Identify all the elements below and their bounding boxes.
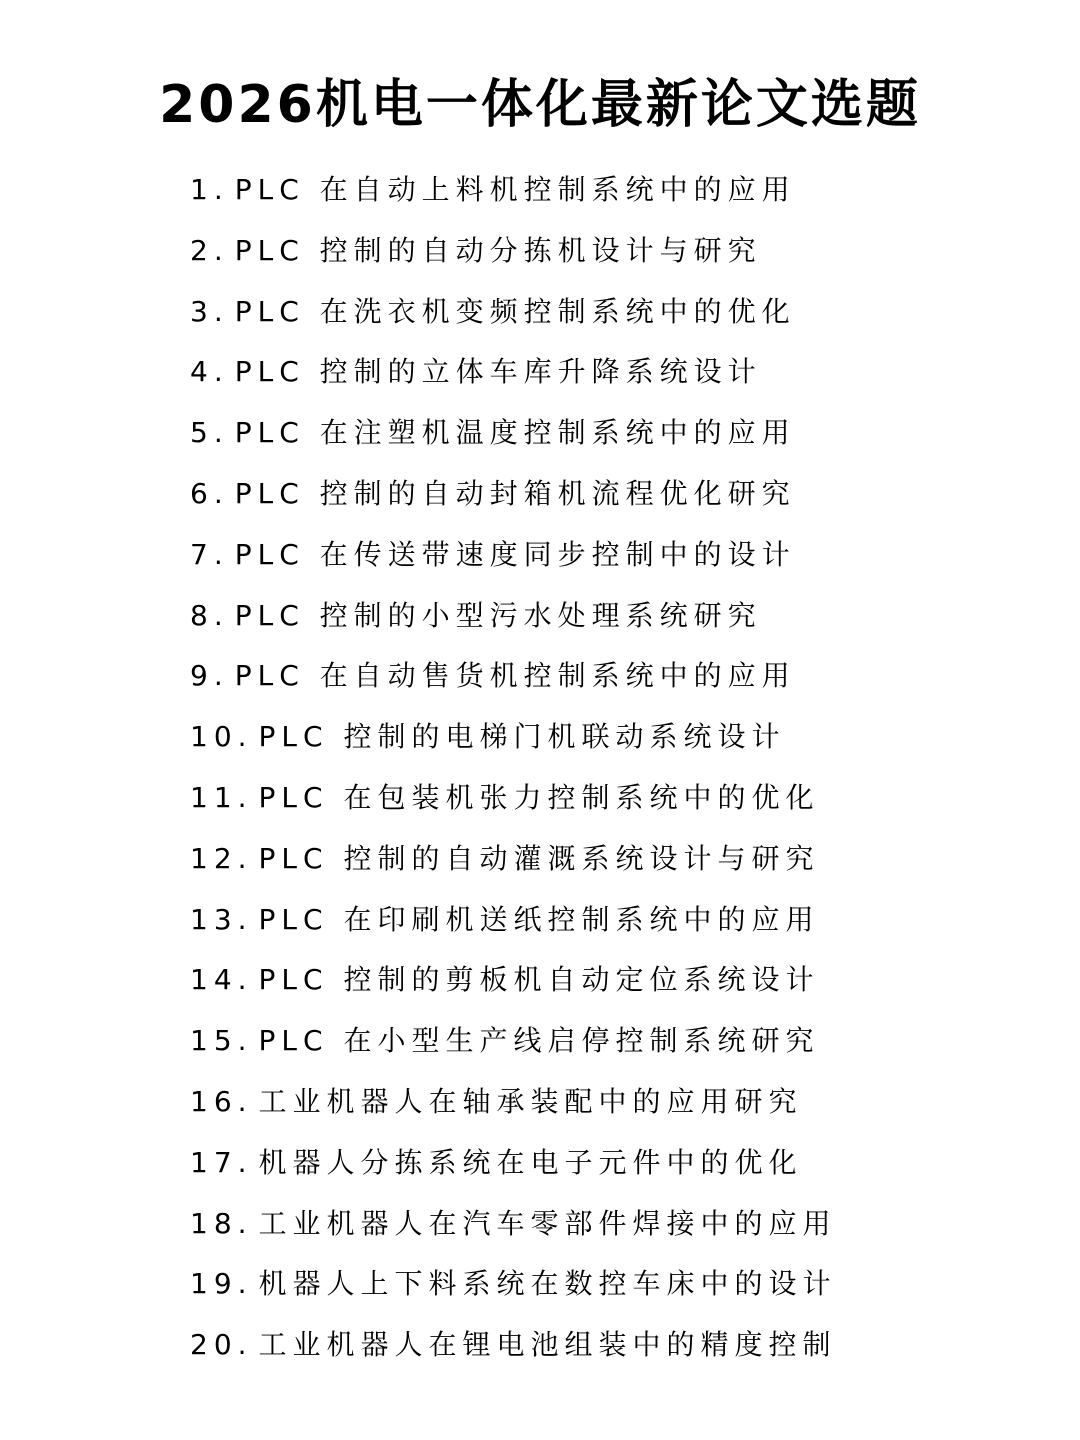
- list-item: [190, 1315, 837, 1376]
- list-item: [190, 768, 837, 829]
- page-title: 2026机电一体化最新论文选题: [159, 75, 921, 135]
- list-item-text: PLC 在注塑机温度控制系统中的应用: [234, 416, 796, 450]
- list-item-number: 1.: [190, 173, 229, 206]
- list-item: [190, 403, 837, 464]
- list-item: [190, 1072, 837, 1133]
- list-item-text: PLC 在自动上料机控制系统中的应用: [234, 173, 796, 206]
- list-item-number: 13.: [190, 902, 253, 936]
- list-item-text: 工业机器人在锂电池组装中的精度控制: [258, 1328, 837, 1362]
- list-item-number: 6.: [190, 476, 229, 510]
- list-item-number: 17.: [190, 1145, 253, 1179]
- list-item-text: 工业机器人在汽车零部件焊接中的应用: [258, 1206, 837, 1240]
- list-item-number: 8.: [190, 598, 229, 632]
- list-item-number: 11.: [190, 780, 253, 814]
- list-item-text: PLC 控制的自动封箱机流程优化研究: [234, 476, 796, 510]
- list-item: [190, 950, 837, 1011]
- list-item: [190, 1011, 837, 1072]
- list-item-number: 3.: [190, 294, 229, 328]
- list-item-text: 机器人上下料系统在数控车床中的设计: [258, 1267, 837, 1301]
- list-item-text: PLC 在洗衣机变频控制系统中的优化: [234, 294, 796, 328]
- list-item: [190, 1133, 837, 1194]
- list-item-number: 14.: [190, 963, 253, 997]
- list-item: [190, 342, 837, 403]
- list-item: [190, 829, 837, 890]
- list-item: [190, 282, 837, 343]
- list-item-number: 18.: [190, 1206, 253, 1240]
- list-item-text: PLC 控制的电梯门机联动系统设计: [258, 720, 786, 754]
- list-item-number: 7.: [190, 537, 229, 571]
- list-item: [190, 646, 837, 707]
- list-item-number: 9.: [190, 659, 229, 693]
- list-item-number: 4.: [190, 355, 229, 389]
- list-item-number: 12.: [190, 841, 253, 875]
- list-item-text: PLC 控制的自动分拣机设计与研究: [234, 233, 762, 267]
- list-item-text: 工业机器人在轴承装配中的应用研究: [258, 1084, 803, 1118]
- list-item-text: PLC 控制的剪板机自动定位系统设计: [258, 963, 820, 997]
- list-item-number: 16.: [190, 1084, 253, 1118]
- topic-list: [190, 160, 837, 1376]
- list-item: [190, 1254, 837, 1315]
- list-item-number: 15.: [190, 1024, 253, 1058]
- list-item-number: 20.: [190, 1328, 253, 1362]
- list-item-number: 19.: [190, 1267, 253, 1301]
- list-item-number: 10.: [190, 720, 253, 754]
- list-item: [190, 707, 837, 768]
- list-item-text: PLC 在自动售货机控制系统中的应用: [234, 659, 796, 693]
- list-item-text: PLC 在小型生产线启停控制系统研究: [258, 1024, 820, 1058]
- list-item: [190, 221, 837, 282]
- list-item-number: 5.: [190, 416, 229, 450]
- list-item-text: PLC 在印刷机送纸控制系统中的应用: [258, 902, 820, 936]
- list-item-text: PLC 在包装机张力控制系统中的优化: [258, 780, 820, 814]
- list-item-text: PLC 在传送带速度同步控制中的设计: [234, 537, 796, 571]
- list-item-text: 机器人分拣系统在电子元件中的优化: [258, 1145, 803, 1179]
- list-item: [190, 464, 837, 525]
- list-item: [190, 890, 837, 951]
- list-item: [190, 1194, 837, 1255]
- list-item-text: PLC 控制的自动灌溉系统设计与研究: [258, 841, 820, 875]
- list-item: [190, 525, 837, 586]
- list-item-number: 2.: [190, 233, 229, 267]
- list-item: [190, 160, 837, 221]
- list-item: [190, 586, 837, 647]
- list-item-text: PLC 控制的小型污水处理系统研究: [234, 598, 762, 632]
- list-item-text: PLC 控制的立体车库升降系统设计: [234, 355, 762, 389]
